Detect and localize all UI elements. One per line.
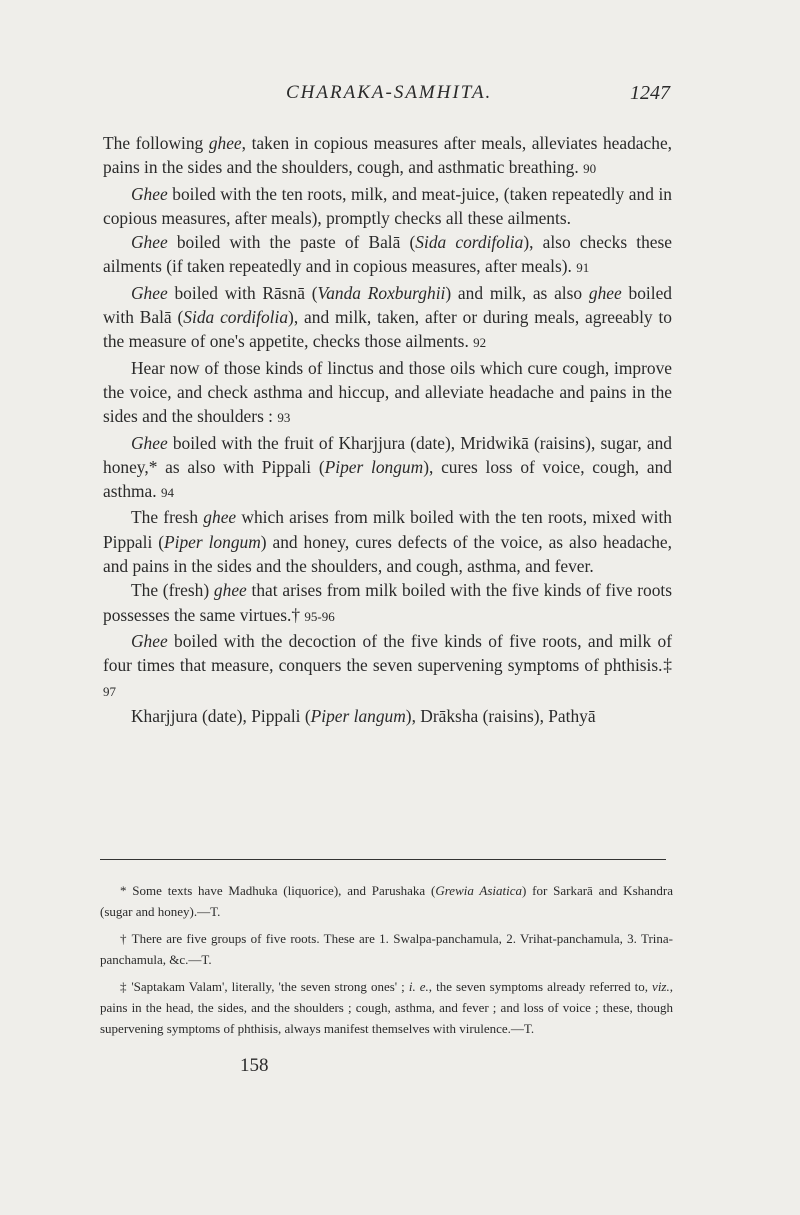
italic-term: Vanda Roxburghii	[317, 282, 446, 303]
paragraph	[103, 578, 672, 629]
page-number: 1247	[630, 82, 670, 104]
text-run: ) for Sarkarā and Kshandra (sugar and honey).—T.	[100, 883, 673, 919]
text-run: that arises from milk boiled with the five kinds of five roots possesses the same virtues.†	[103, 580, 672, 625]
footnotes	[100, 880, 673, 1045]
text-run: boiled with the decoction of the five kinds of five roots, and milk of four times that measure, conquers the seven supervening symptoms of phthisis.‡	[103, 630, 672, 676]
text-run: boiled with the fruit of Kharjjura (date), Mridwikā (raisins), sugar, and honey,* as also with Pippali (	[103, 432, 672, 477]
paragraph	[103, 431, 672, 506]
italic-term: Sida cordifolia	[183, 307, 289, 328]
paragraph	[103, 704, 672, 728]
italic-term: Sida cordifolia	[415, 232, 524, 253]
text-run: boiled with Rāsnā (	[167, 282, 318, 303]
text-run: The following	[103, 133, 209, 153]
paragraph	[103, 505, 672, 578]
footnote-rule	[100, 859, 666, 860]
running-title: CHARAKA-SAMHITA.	[286, 82, 493, 103]
text-run: The fresh	[131, 507, 204, 528]
text-run: , pains in the head, the sides, and the shoulders ; cough, asthma, and fever ; and loss of voice ; these, though supervening symptoms of phthisis, always manifest themselves with virulence.—T.	[100, 979, 673, 1036]
footnote	[100, 928, 673, 970]
paragraph	[103, 182, 672, 231]
italic-term: Piper langum	[310, 705, 406, 726]
text-run: † There are five groups of five roots. These are 1. Swalpa-panchamula, 2. Vrihat-panchamula, 3. Trina-panchamula, &c.—T.	[100, 931, 673, 967]
verse-number: 97	[103, 683, 116, 699]
text-run: , taken in copious measures after meals, alleviates headache, pains in the sides and the shoulders, cough, and asthmatic breathing.	[103, 133, 673, 178]
footnote	[100, 880, 673, 922]
text-run: boiled with the ten roots, milk, and meat-juice, (taken repeatedly and in copious measures, after meals), promptly checks all these ailments.	[103, 183, 672, 228]
body-text	[103, 131, 672, 728]
text-run: ‡ 'Saptakam Valam', literally, 'the seven strong ones' ;	[120, 979, 409, 994]
italic-term: ghee	[208, 133, 242, 153]
italic-term: ghee	[213, 580, 247, 601]
footnote	[100, 976, 673, 1039]
italic-term: Piper longum	[164, 531, 261, 552]
text-run: ), cures loss of voice, cough, and asthma.	[103, 456, 673, 502]
text-run: which arises from milk boiled with the ten roots, mixed with Pippali (	[103, 507, 672, 552]
text-run: The (fresh)	[131, 580, 214, 601]
text-run: ), Drāksha (raisins), Pathyā	[405, 705, 596, 726]
text-run: boiled with Balā (	[103, 282, 672, 328]
running-head	[100, 82, 680, 112]
text-run: ), also checks these ailments (if taken repeatedly and in copious measures, after meals).	[103, 232, 672, 277]
paragraph	[103, 281, 672, 356]
text-run: ) and honey, cures defects of the voice, as also headache, and pains in the sides and the shoulders, and cough, asthma, and fever.	[103, 531, 672, 577]
signature-folio: 158	[240, 1055, 269, 1076]
paragraph	[103, 356, 672, 431]
text-run: Hear now of those kinds of linctus and those oils which cure cough, improve the voice, and check asthma and hiccup, and alleviate headache and pains in the sides and the shoulders :	[103, 357, 672, 427]
paragraph	[103, 230, 672, 281]
paragraph	[103, 629, 672, 704]
italic-term: ghee	[588, 282, 622, 303]
verse-number: 94	[160, 485, 174, 501]
italic-term: i. e.	[408, 979, 429, 994]
paragraph	[103, 131, 672, 182]
italic-term: Grewia Asiatica	[435, 883, 523, 898]
text-run: boiled with the paste of Balā (	[167, 232, 416, 253]
verse-number: 92	[473, 335, 487, 351]
italic-term: viz.	[652, 979, 670, 994]
italic-term: Ghee	[131, 282, 168, 303]
italic-term: ghee	[203, 507, 237, 528]
text-run: * Some texts have Madhuka (liquorice), and Parushaka (	[120, 883, 436, 898]
text-run: Kharjjura (date), Pippali (	[131, 705, 311, 726]
italic-term: Ghee	[131, 432, 168, 453]
text-run: , the seven symptoms already referred to,	[428, 979, 653, 994]
verse-number: 91	[576, 260, 590, 276]
italic-term: Piper longum	[324, 456, 424, 477]
text-run: ), and milk, taken, after or during meals, agreeably to the measure of one's appetite, checks those ailments.	[103, 307, 672, 352]
italic-term: Ghee	[131, 183, 168, 204]
verse-number: 93	[277, 410, 291, 426]
italic-term: Ghee	[131, 630, 168, 651]
text-run: ) and milk, as also	[445, 282, 589, 303]
verse-number: 95-96	[304, 608, 335, 624]
italic-term: Ghee	[131, 232, 168, 253]
verse-number: 90	[583, 161, 597, 177]
